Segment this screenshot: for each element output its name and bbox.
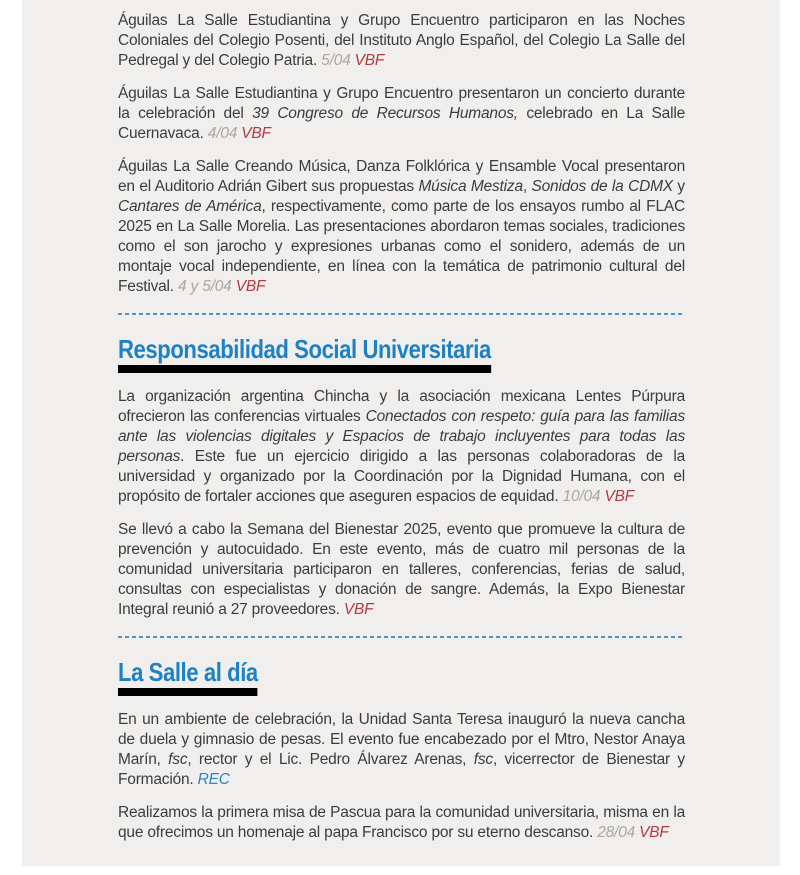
section-heading-la-salle-al-dia (118, 658, 685, 696)
text-segment-normal: , respectivamente, como parte de los ensayos rumbo al FLAC 2025 en La Salle Morelia. Las presentaciones abordaron temas sociales, tradiciones como el son jarocho y expresiones urbanas como el sonidero, además de un montaje vocal independiente, en línea con la temática de patrimonio cultural del Festival. (118, 198, 686, 295)
text-segment-credit-red: VBF (241, 125, 271, 142)
text-segment-normal: , vicerrector de Bienestar y Formación. (118, 751, 685, 788)
text-segment-date: 10/04 (562, 488, 605, 505)
text-segment-normal: Águilas La Salle Creando Música, Danza Folklórica y Ensamble Vocal presentaron en el Auditorio Adrián Gibert sus propuestas (118, 158, 685, 195)
text-column (22, 0, 780, 843)
text-segment-normal: En un ambiente de celebración, la Unidad Santa Teresa inauguró la nueva cancha de duela y gimnasio de pesas. El evento fue encabezado por el Mtro, Nestor Anaya Marín, (118, 711, 685, 768)
text-segment-date: 4/04 (207, 125, 242, 142)
text-segment-italic: 39 Congreso de Recursos Humanos, (252, 105, 518, 122)
text-segment-credit-red: VBF (343, 601, 374, 618)
paragraph-noches-coloniales (118, 11, 685, 71)
text-segment-credit-red: VBF (604, 488, 635, 505)
text-segment-credit-blue: REC (197, 771, 230, 788)
text-segment-credit-red: VBF (354, 52, 385, 69)
text-segment-date: 4 y 5/04 (178, 278, 236, 295)
text-segment-normal: y (672, 178, 685, 195)
text-segment-normal: , rector y el Lic. Pedro Álvarez Arenas, (187, 751, 474, 768)
text-segment-date: 28/04 (597, 824, 640, 841)
text-segment-normal: . Este fue un ejercicio dirigido a las personas colaboradoras de la universidad y organizado por la Coordinación por la Dignidad Humana, con el propósito de fortaler acciones que aseguren espacios de equidad. (118, 448, 685, 505)
text-segment-italic: Conectados con respeto: guía para las familias ante las violencias digitales y Espacios de trabajo incluyentes para todas las personas (118, 408, 686, 465)
text-segment-normal: La organización argentina Chincha y la asociación mexicana Lentes Púrpura ofrecieron las conferencias virtuales (118, 388, 685, 425)
text-segment-normal: celebrado en La Salle Cuernavaca. (118, 105, 686, 142)
section-heading-label: La Salle al día (118, 658, 258, 696)
paragraph-conferencias-virtuales (118, 387, 685, 507)
dashed-separator (118, 636, 685, 638)
paragraph-creando-musica (118, 157, 685, 297)
text-segment-italic: fsc (473, 751, 493, 768)
section-heading-label: Responsabilidad Social Universitaria (118, 335, 491, 373)
text-segment-normal: Águilas La Salle Estudiantina y Grupo Encuentro presentaron un concierto durante la celebración del (118, 85, 685, 122)
dashed-separator (118, 313, 685, 315)
section-heading-responsabilidad (118, 335, 685, 373)
paragraph-concierto-congreso (118, 84, 685, 144)
text-segment-italic: fsc (168, 751, 188, 768)
text-segment-credit-red: VBF (235, 278, 266, 295)
text-segment-italic: Música Mestiza (418, 178, 523, 195)
text-segment-normal: , (522, 178, 532, 195)
text-segment-credit-red: VBF (639, 824, 669, 841)
text-segment-normal: Se llevó a cabo la Semana del Bienestar 2025, evento que promueve la cultura de prevención y autocuidado. En este evento, más de cuatro mil personas de la comunidad universitaria participaron en talleres, conferencias, ferias de salud, consultas con especialistas y donación de sangre. Además, la Expo Bienestar Integral reunió a 27 proveedores. (118, 521, 685, 618)
text-segment-date: 5/04 (321, 52, 355, 69)
text-segment-normal: Águilas La Salle Estudiantina y Grupo Encuentro participaron en las Noches Coloniales del Colegio Posenti, del Instituto Anglo Español, del Colegio La Salle del Pedregal y del Colegio Patria. (118, 12, 685, 69)
newsletter-page (22, 0, 780, 866)
section-top-news (118, 11, 685, 297)
text-segment-italic: Sonidos de la CDMX (531, 178, 673, 195)
text-segment-italic: Cantares de América (118, 198, 262, 215)
section-responsabilidad-social (118, 313, 685, 620)
section-la-salle-al-dia (118, 636, 685, 843)
paragraph-semana-bienestar (118, 520, 685, 620)
text-segment-normal: Realizamos la primera misa de Pascua para la comunidad universitaria, misma en la que ofrecimos un homenaje al papa Francisco por su eterno descanso. (118, 804, 685, 841)
paragraph-misa-pascua (118, 803, 685, 843)
paragraph-unidad-santa-teresa (118, 710, 685, 790)
